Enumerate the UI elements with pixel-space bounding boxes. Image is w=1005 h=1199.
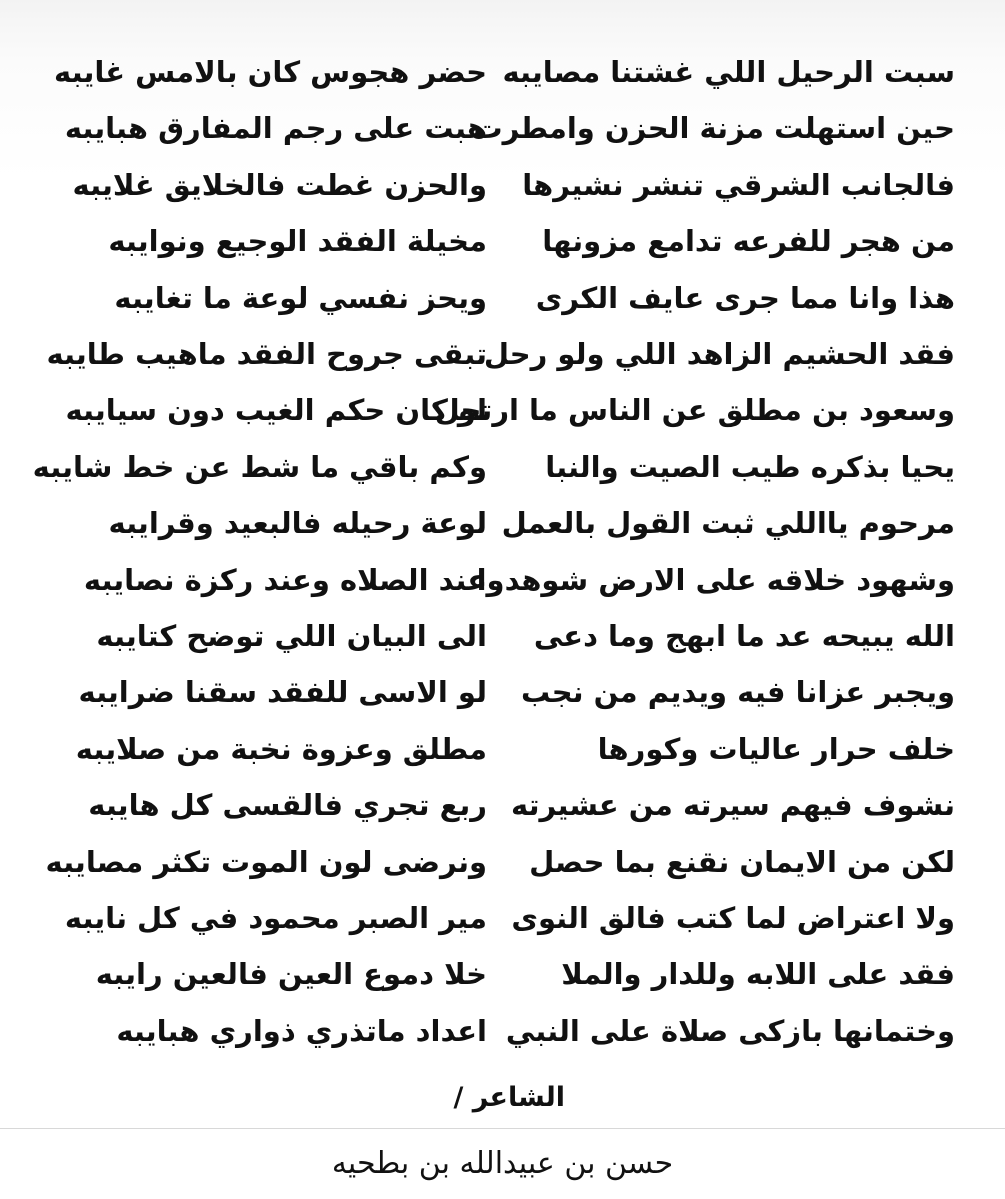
second-hemistich: ونرضى لون الموت تكثر مصايبه (45, 844, 487, 879)
verse-row (0, 898, 1005, 938)
second-hemistich: وكم باقي ما شط عن خط شايبه (32, 449, 487, 484)
second-hemistich: اعداد ماتذري ذواري هبايبه (116, 1013, 487, 1048)
first-hemistich: ويجبر عزانا فيه ويديم من نجب (521, 675, 955, 710)
second-hemistich: ويحز نفسي لوعة ما تغايبه (114, 280, 487, 315)
second-hemistich: لو كان حكم الغيب دون سيايبه (65, 393, 487, 428)
second-hemistich: مطلق وعزوة نخبة من صلايبه (75, 731, 487, 766)
verse-row (0, 1011, 1005, 1051)
first-hemistich: خلف حرار عاليات وكورها (597, 731, 955, 766)
verse-row (0, 165, 1005, 205)
poet-label: الشاعر / (453, 1082, 565, 1113)
first-hemistich: فقد على اللابه وللدار والملا (561, 957, 955, 992)
first-hemistich: من هجر للفرعه تدامع مزونها (542, 224, 955, 259)
verse-row (0, 447, 1005, 487)
first-hemistich: يحيا بذكره طيب الصيت والنبا (545, 449, 955, 484)
verse-row (0, 954, 1005, 994)
second-hemistich: مير الصبر محمود في كل نايبه (64, 901, 487, 935)
second-hemistich: الى البيان اللي توضح كتايبه (96, 619, 487, 653)
second-hemistich: لو الاسى للفقد سقنا ضرايبه (78, 675, 487, 710)
first-hemistich: سبت الرحيل اللي غشتنا مصايبه (502, 55, 955, 89)
second-hemistich: خلا دموع العين فالعين رايبه (95, 957, 487, 992)
first-hemistich: فقد الحشيم الزاهد اللي ولو رحل (483, 337, 955, 371)
first-hemistich: لكن من الايمان نقنع بما حصل (529, 844, 955, 879)
verse-row (0, 390, 1005, 430)
verse-row (0, 672, 1005, 712)
second-hemistich: هبت على رجم المفارق هبايبه (64, 111, 487, 146)
first-hemistich: حين استهلت مزنة الحزن وامطرت (473, 111, 955, 146)
poem-body (0, 52, 1005, 1062)
second-hemistich: عند الصلاه وعند ركزة نصايبه (83, 562, 487, 597)
verse-row (0, 278, 1005, 318)
second-hemistich: ربع تجري فالقسى كل هايبه (88, 788, 487, 823)
verse-row (0, 503, 1005, 543)
verse-row (0, 52, 1005, 92)
second-hemistich: مخيلة الفقد الوجيع ونوايبه (108, 224, 487, 259)
first-hemistich: نشوف فيهم سيرته من عشيرته (511, 788, 955, 823)
first-hemistich: فالجانب الشرقي تنشر نشيرها (522, 167, 955, 202)
first-hemistich: وختمانها بازكى صلاة على النبي (505, 1013, 955, 1048)
second-hemistich: حضر هجوس كان بالامس غايبه (54, 55, 487, 89)
first-hemistich: وشهود خلاقه على الارض شوهدوا (476, 562, 955, 597)
first-hemistich: هذا وانا مما جرى عايف الكرى (535, 280, 955, 315)
verse-row (0, 616, 1005, 656)
divider (0, 1128, 1005, 1129)
first-hemistich: وسعود بن مطلق عن الناس ما ارتحل (434, 393, 955, 428)
verse-row (0, 334, 1005, 374)
verse-row (0, 785, 1005, 825)
second-hemistich: والحزن غطت فالخلايق غلايبه (72, 167, 487, 202)
verse-row (0, 221, 1005, 261)
first-hemistich: مرحوم يااللي ثبت القول بالعمل (501, 506, 955, 541)
first-hemistich: الله يبيحه عد ما ابهج وما دعى (533, 619, 955, 653)
verse-row (0, 108, 1005, 148)
second-hemistich: تبقى جروح الفقد ماهيب طايبه (46, 337, 487, 371)
verse-row (0, 842, 1005, 882)
verse-row (0, 560, 1005, 600)
first-hemistich: ولا اعتراض لما كتب فالق النوى (511, 901, 955, 935)
poet-name: حسن بن عبيدالله بن بطحيه (331, 1146, 674, 1181)
verse-row (0, 729, 1005, 769)
second-hemistich: لوعة رحيله فالبعيد وقرايبه (108, 506, 487, 541)
